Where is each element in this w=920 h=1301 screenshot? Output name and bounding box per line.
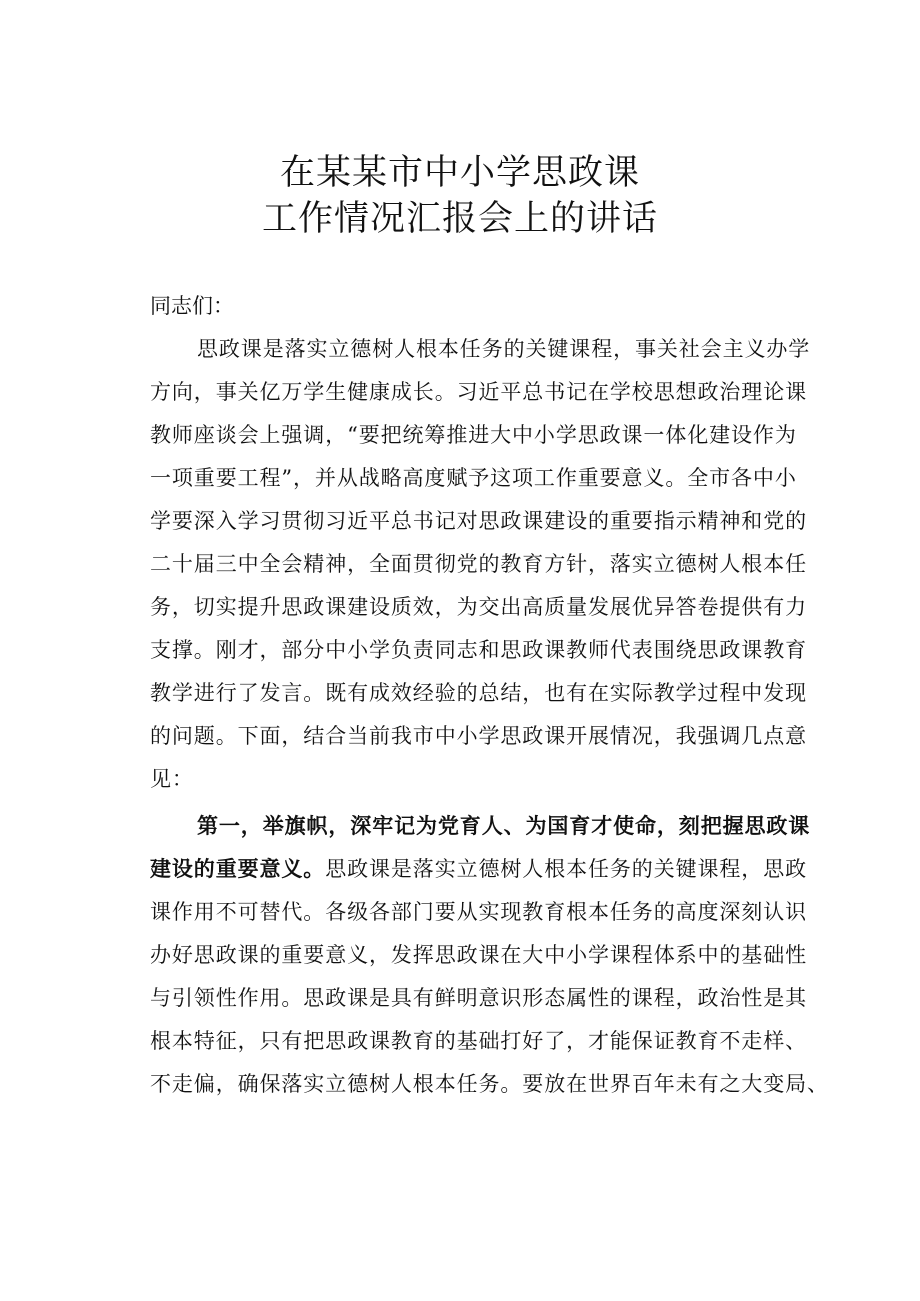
paragraph-1-line: 见：: [150, 767, 194, 791]
paragraph-2-line-2-text: 思政课是落实立德树人根本任务的关键课程，思政: [325, 857, 808, 881]
section-heading-1-end: 建设的重要意义。: [150, 857, 326, 881]
paragraph-1-line: 学要深入学习贯彻习近平总书记对思政课建设的重要指示精神和党的: [150, 509, 807, 533]
paragraph-1-line: 务，切实提升思政课建设质效，为交出高质量发展优异答卷提供有力: [150, 595, 807, 619]
paragraph-1-line: 支撑。刚才，部分中小学负责同志和思政课教师代表围绕思政课教育: [150, 638, 807, 662]
paragraph-1-line: 思政课是落实立德树人根本任务的关键课程，事关社会主义办学: [197, 337, 811, 361]
paragraph-2-line: 课作用不可替代。各级各部门要从实现教育根本任务的高度深刻认识: [150, 900, 807, 924]
title-line-1: 在某某市中小学思政课: [279, 153, 640, 193]
document-title: [0, 150, 920, 242]
paragraph-2-line: 不走偏，确保落实立德树人根本任务。要放在世界百年未有之大变局、: [150, 1072, 829, 1096]
paragraph-1-line: 教学进行了发言。既有成效经验的总结，也有在实际教学过程中发现: [150, 681, 807, 705]
paragraph-2-line: 根本特征，只有把思政课教育的基础打好了，才能保证教育不走样、: [150, 1029, 807, 1053]
paragraph-1-line: 的问题。下面，结合当前我市中小学思政课开展情况，我强调几点意: [150, 724, 807, 748]
paragraph-2-line: 与引领性作用。思政课是具有鲜明意识形态属性的课程，政治性是其: [150, 986, 807, 1010]
paragraph-2-line: 办好思政课的重要意义，发挥思政课在大中小学课程体系中的基础性: [150, 943, 807, 967]
paragraph-1-line: 方向，事关亿万学生健康成长。习近平总书记在学校思想政治理论课: [150, 380, 807, 404]
salutation: 同志们：: [150, 294, 234, 318]
paragraph-2-line-2: [150, 854, 807, 884]
paragraph-1-line: 一项重要工程”，并从战略高度赋予这项工作重要意义。全市各中小: [150, 466, 797, 490]
title-line-2: 工作情况汇报会上的讲话: [261, 199, 658, 239]
paragraph-1-line: 教师座谈会上强调，“要把统筹推进大中小学思政课一体化建设作为: [150, 423, 797, 447]
paragraph-1-line: 二十届三中全会精神，全面贯彻党的教育方针，落实立德树人根本任: [150, 552, 807, 576]
section-heading-1: 第一，举旗帜，深牢记为党育人、为国育才使命，刻把握思政课: [197, 814, 811, 838]
